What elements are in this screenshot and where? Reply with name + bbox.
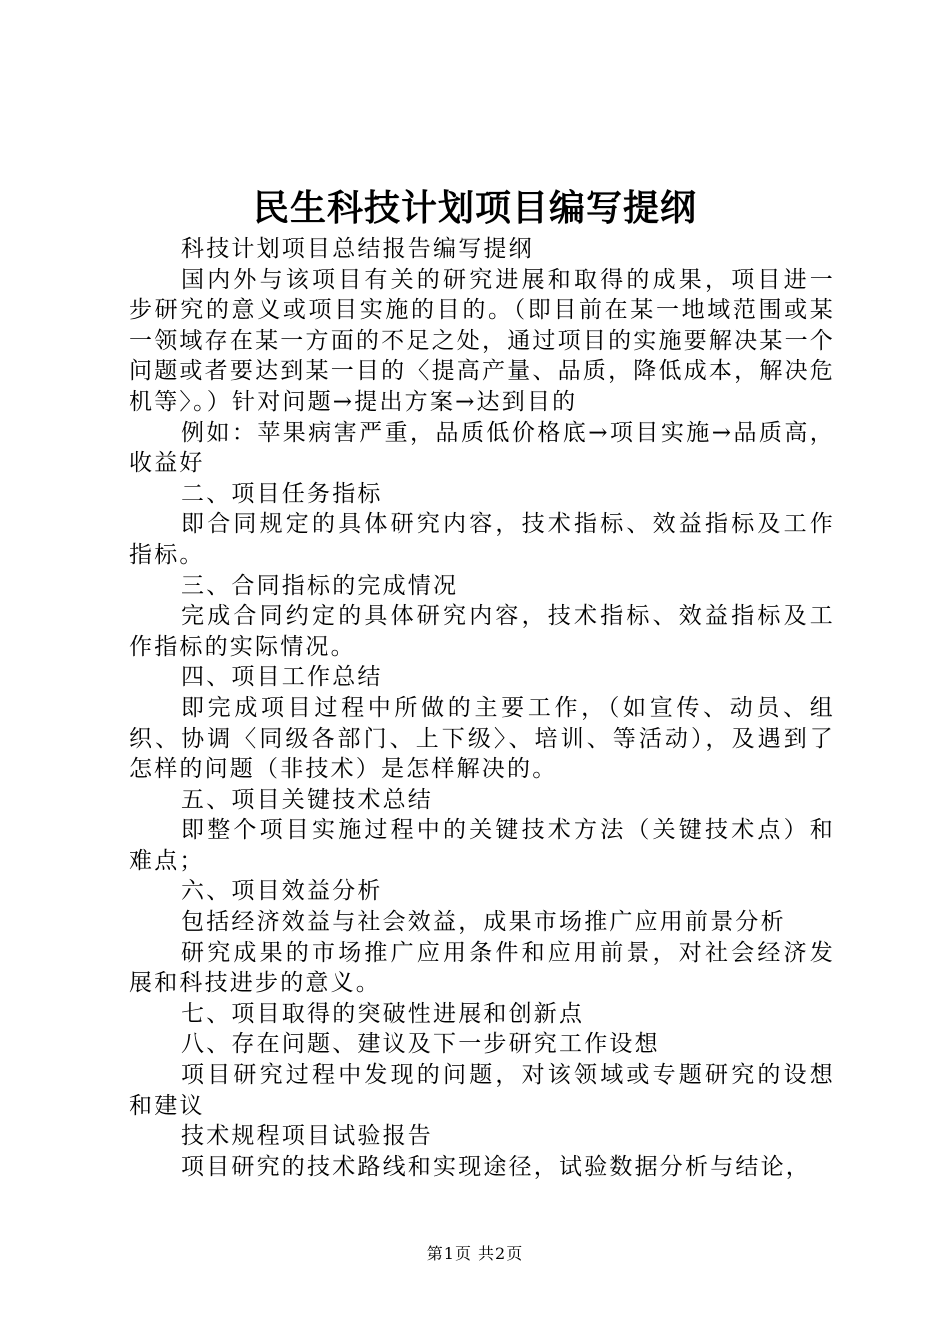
paragraph: 包括经济效益与社会效益，成果市场推广应用前景分析 <box>181 909 786 936</box>
section-heading: 三、合同指标的完成情况 <box>181 572 459 599</box>
paragraph: 即整个项目实施过程中的关键技术方法（关键技术点）和难点； <box>129 817 835 874</box>
section-heading: 七、项目取得的突破性进展和创新点 <box>181 1000 585 1027</box>
paragraph: 科技计划项目总结报告编写提纲 <box>181 236 534 262</box>
paragraph: 完成合同约定的具体研究内容，技术指标、效益指标及工作指标的实际情况。 <box>129 603 835 660</box>
paragraph: 项目研究过程中发现的问题，对该领域或专题研究的设想和建议 <box>129 1062 835 1119</box>
paragraph: 研究成果的市场推广应用条件和应用前景，对社会经济发展和科技进步的意义。 <box>129 939 835 997</box>
paragraph: 即合同规定的具体研究内容，技术指标、效益指标及工作指标。 <box>129 511 835 568</box>
document-body <box>129 234 835 1182</box>
paragraph: 国内外与该项目有关的研究进展和取得的成果，项目进一步研究的意义或项目实施的目的。（即目前在某一地域范围或某一领域存在某一方面的不足之处，通过项目的实施要解决某一个问题或者要达到某一目的〈提高产量、品质，降低成本，解决危机等〉。）针对问题→提出方案→达到目的 <box>129 266 835 415</box>
section-heading: 四、项目工作总结 <box>181 664 383 691</box>
page-footer: 第1页 共2页 <box>426 1244 524 1263</box>
section-heading: 二、项目任务指标 <box>181 480 383 507</box>
paragraph: 例如：苹果病害严重，品质低价格底→项目实施→品质高，收益好 <box>129 419 835 477</box>
paragraph: 即完成项目过程中所做的主要工作，（如宣传、动员、组织、协调〈同级各部门、上下级〉、培训、等活动），及遇到了怎样的问题（非技术）是怎样解决的。 <box>129 694 835 783</box>
section-heading: 六、项目效益分析 <box>181 878 383 905</box>
section-heading: 八、存在问题、建议及下一步研究工作设想 <box>181 1031 660 1058</box>
section-heading: 五、项目关键技术总结 <box>181 786 433 813</box>
paragraph: 项目研究的技术路线和实现途径，试验数据分析与结论， <box>181 1153 811 1180</box>
paragraph: 技术规程项目试验报告 <box>181 1123 433 1150</box>
document-title: 民生科技计划项目编写提纲 <box>252 188 697 229</box>
